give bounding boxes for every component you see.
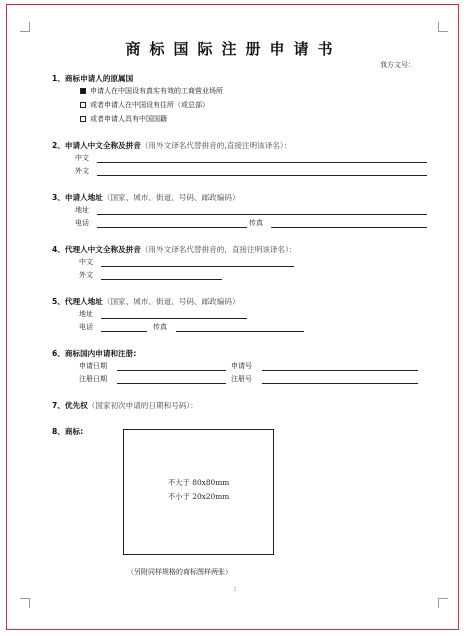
crop-mark-top-right: [438, 22, 448, 32]
applicant-foreign-field[interactable]: [97, 175, 427, 176]
section-5-heading: 5、代理人地址（国家、城市、街道、号码、邮政编码）: [52, 297, 240, 306]
agent-address-label: 地址: [79, 310, 93, 318]
document-title: 商标国际注册申请书: [125, 40, 342, 58]
agent-phone-label: 电话: [79, 323, 93, 331]
applicant-foreign-label: 外文: [75, 167, 89, 175]
registration-date-label: 注册日期: [79, 375, 107, 383]
origin-option-business[interactable]: 申请人在中国设有真实有效的工商营业场所: [80, 86, 223, 96]
checkbox-icon[interactable]: [80, 102, 86, 108]
origin-option-nationality[interactable]: 或者申请人具有中国国籍: [80, 114, 167, 124]
applicant-fax-label: 传真: [249, 219, 263, 227]
application-number-field[interactable]: [262, 370, 418, 371]
trademark-image-box[interactable]: [123, 429, 274, 555]
section-1-heading: 1、商标申请人的原属国: [52, 74, 134, 83]
agent-foreign-label: 外文: [79, 271, 93, 279]
applicant-phone-label: 电话: [75, 219, 89, 227]
registration-number-label: 注册号: [231, 375, 252, 383]
crop-mark-bottom-right: [438, 598, 448, 608]
box-size-max: 不大于 80x80mm: [167, 478, 230, 487]
section-8-heading: 8、商标:: [52, 427, 84, 436]
agent-chinese-field[interactable]: [101, 266, 294, 267]
registration-date-field[interactable]: [117, 383, 226, 384]
checkbox-icon[interactable]: [80, 116, 86, 122]
page-number: 1: [233, 587, 237, 593]
origin-option-domicile[interactable]: 或者申请人在中国设有住所（或总部）: [80, 100, 209, 110]
application-date-field[interactable]: [117, 370, 226, 371]
applicant-address-field[interactable]: [97, 214, 427, 215]
section-3-heading: 3、申请人地址（国家、城市、街道、号码、邮政编码）: [52, 193, 240, 202]
section-4-heading: 4、代理人中文全称及拼音（用外文译名代替拼音的，直接注明该译名）：: [52, 245, 297, 254]
agent-address-field[interactable]: [101, 318, 247, 319]
agent-chinese-label: 中文: [79, 258, 93, 266]
checkbox-checked-icon[interactable]: [80, 88, 86, 94]
section-2-heading: 2、申请人中文全称及拼音（用外文译名代替拼音的,直接注明该译名）：: [52, 141, 292, 150]
box-size-min: 不小于 20x20mm: [167, 492, 230, 501]
application-date-label: 申请日期: [79, 362, 107, 370]
registration-number-field[interactable]: [262, 383, 418, 384]
agent-fax-field[interactable]: [176, 331, 304, 332]
agent-foreign-field[interactable]: [101, 279, 222, 280]
agent-fax-label: 传真: [153, 323, 167, 331]
section-7-heading: 7、优先权（国家初次申请的日期和号码）：: [52, 401, 198, 410]
applicant-chinese-field[interactable]: [97, 162, 427, 163]
application-number-label: 申请号: [231, 362, 252, 370]
applicant-chinese-label: 中文: [75, 154, 89, 162]
applicant-phone-field[interactable]: [97, 227, 247, 228]
agent-phone-field[interactable]: [101, 331, 147, 332]
crop-mark-bottom-left: [20, 598, 30, 608]
applicant-address-label: 地址: [75, 206, 89, 214]
doc-number-label: 我方文号：: [380, 61, 415, 69]
crop-mark-top-left: [20, 22, 30, 32]
section-6-heading: 6、商标国内申请和注册:: [52, 349, 137, 358]
applicant-fax-field[interactable]: [271, 227, 427, 228]
attachment-note: （另附同样规格的商标图样两张）: [127, 568, 232, 576]
